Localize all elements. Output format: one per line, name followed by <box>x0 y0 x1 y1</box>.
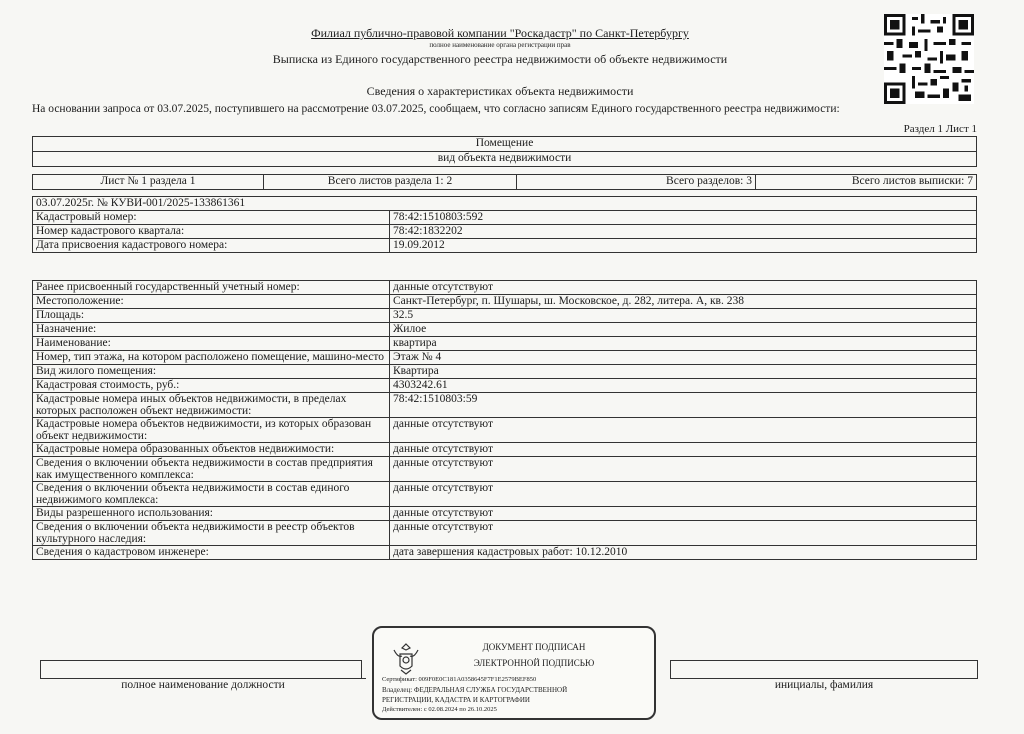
stamp-owner-line1: Владелец: ФЕДЕРАЛЬНАЯ СЛУЖБА ГОСУДАРСТВЕННОЙ <box>382 686 568 694</box>
field-label: Виды разрешенного использования: <box>33 507 390 521</box>
qr-code <box>884 14 974 104</box>
table-row <box>33 295 977 309</box>
field-label: Кадастровый номер: <box>33 211 390 225</box>
field-value: 78:42:1510803:59 <box>390 393 977 418</box>
document-reference: 03.07.2025г. № КУВИ-001/2025-133861361 <box>33 197 977 211</box>
field-label: Кадастровые номера образованных объектов недвижимости: <box>33 443 390 457</box>
table-row <box>33 521 977 546</box>
position-caption: полное наименование должности <box>40 678 366 691</box>
field-value: данные отсутствуют <box>390 418 977 443</box>
field-label: Наименование: <box>33 337 390 351</box>
field-value: Санкт-Петербург, п. Шушары, ш. Московское, д. 282, литера. А, кв. 238 <box>390 295 977 309</box>
stamp-title-line1: ДОКУМЕНТ ПОДПИСАН <box>482 642 586 652</box>
field-label: Кадастровые номера иных объектов недвижимости, в пределах которых расположен объект недвижимости: <box>33 393 390 418</box>
field-value: квартира <box>390 337 977 351</box>
sheet-info-table <box>32 174 977 190</box>
electronic-signature-stamp <box>372 626 656 720</box>
table-row <box>33 351 977 365</box>
table-row <box>33 457 977 482</box>
field-value: данные отсутствуют <box>390 482 977 507</box>
stamp-owner-line2: РЕГИСТРАЦИИ, КАДАСТРА И КАРТОГРАФИИ <box>382 696 530 704</box>
stamp-title-line2: ЭЛЕКТРОННОЙ ПОДПИСЬЮ <box>473 658 595 668</box>
field-label: Сведения о кадастровом инженере: <box>33 546 390 560</box>
field-value: данные отсутствуют <box>390 507 977 521</box>
table-row <box>33 507 977 521</box>
coat-of-arms-icon <box>386 638 426 678</box>
field-value: 78:42:1832202 <box>390 225 977 239</box>
object-type-label: вид объекта недвижимости <box>33 152 977 167</box>
details-table <box>32 280 977 560</box>
field-value: Жилое <box>390 323 977 337</box>
field-value: 19.09.2012 <box>390 239 977 253</box>
field-label: Площадь: <box>33 309 390 323</box>
field-value: данные отсутствуют <box>390 457 977 482</box>
section-sheet: Раздел 1 Лист 1 <box>903 123 977 135</box>
field-value: данные отсутствуют <box>390 521 977 546</box>
identifiers-table <box>32 196 977 253</box>
field-label: Назначение: <box>33 323 390 337</box>
field-value: дата завершения кадастровых работ: 10.12.2010 <box>390 546 977 560</box>
table-row <box>33 239 977 253</box>
position-signature-box <box>40 660 362 679</box>
field-value: данные отсутствуют <box>390 443 977 457</box>
field-label: Сведения о включении объекта недвижимости в состав предприятия как имущественного комплекса: <box>33 457 390 482</box>
document-subtitle: Сведения о характеристиках объекта недвижимости <box>366 84 634 98</box>
field-label: Ранее присвоенный государственный учетный номер: <box>33 281 390 295</box>
document-title: Выписка из Единого государственного реестра недвижимости об объекте недвижимости <box>272 52 728 66</box>
field-value: 32.5 <box>390 309 977 323</box>
table-row <box>33 379 977 393</box>
field-label: Вид жилого помещения: <box>33 365 390 379</box>
name-caption: инициалы, фамилия <box>670 678 978 691</box>
extract-sheets-total: Всего листов выписки: 7 <box>756 175 977 190</box>
table-row <box>33 482 977 507</box>
object-type-table <box>32 136 977 167</box>
field-value: Этаж № 4 <box>390 351 977 365</box>
stamp-certificate: Сертификат: 009F0E0C181A0358645F7F1E2579BEF850 <box>382 676 537 683</box>
table-row <box>33 337 977 351</box>
org-name: Филиал публично-правовой компании "Роскадастр" по Санкт-Петербургу <box>311 26 689 40</box>
table-row <box>33 309 977 323</box>
object-type: Помещение <box>33 137 977 152</box>
table-row <box>33 393 977 418</box>
stamp-validity: Действителен: с 02.08.2024 по 26.10.2025 <box>382 706 497 713</box>
field-label: Кадастровая стоимость, руб.: <box>33 379 390 393</box>
field-label: Сведения о включении объекта недвижимости в реестр объектов культурного наследия: <box>33 521 390 546</box>
table-row <box>33 418 977 443</box>
request-basis: На основании запроса от 03.07.2025, поступившего на рассмотрение 03.07.2025, сообщаем, что согласно записям Единого государственного реестра недвижимости: <box>32 103 840 115</box>
field-value: 4303242.61 <box>390 379 977 393</box>
field-value: 78:42:1510803:592 <box>390 211 977 225</box>
sections-total: Всего разделов: 3 <box>517 175 756 190</box>
table-row <box>33 211 977 225</box>
table-row <box>33 323 977 337</box>
field-label: Номер кадастрового квартала: <box>33 225 390 239</box>
field-label: Номер, тип этажа, на котором расположено помещение, машино-место <box>33 351 390 365</box>
field-label: Местоположение: <box>33 295 390 309</box>
field-value: данные отсутствуют <box>390 281 977 295</box>
table-row <box>33 225 977 239</box>
table-row <box>33 546 977 560</box>
field-value: Квартира <box>390 365 977 379</box>
org-name-caption: полное наименование органа регистрации прав <box>429 41 571 49</box>
sheets-total: Всего листов раздела 1: 2 <box>264 175 517 190</box>
table-row <box>33 365 977 379</box>
name-signature-box <box>670 660 978 679</box>
table-row <box>33 281 977 295</box>
field-label: Дата присвоения кадастрового номера: <box>33 239 390 253</box>
field-label: Сведения о включении объекта недвижимости в состав единого недвижимого комплекса: <box>33 482 390 507</box>
field-label: Кадастровые номера объектов недвижимости, из которых образован объект недвижимости: <box>33 418 390 443</box>
sheet-number: Лист № 1 раздела 1 <box>33 175 264 190</box>
table-row <box>33 443 977 457</box>
